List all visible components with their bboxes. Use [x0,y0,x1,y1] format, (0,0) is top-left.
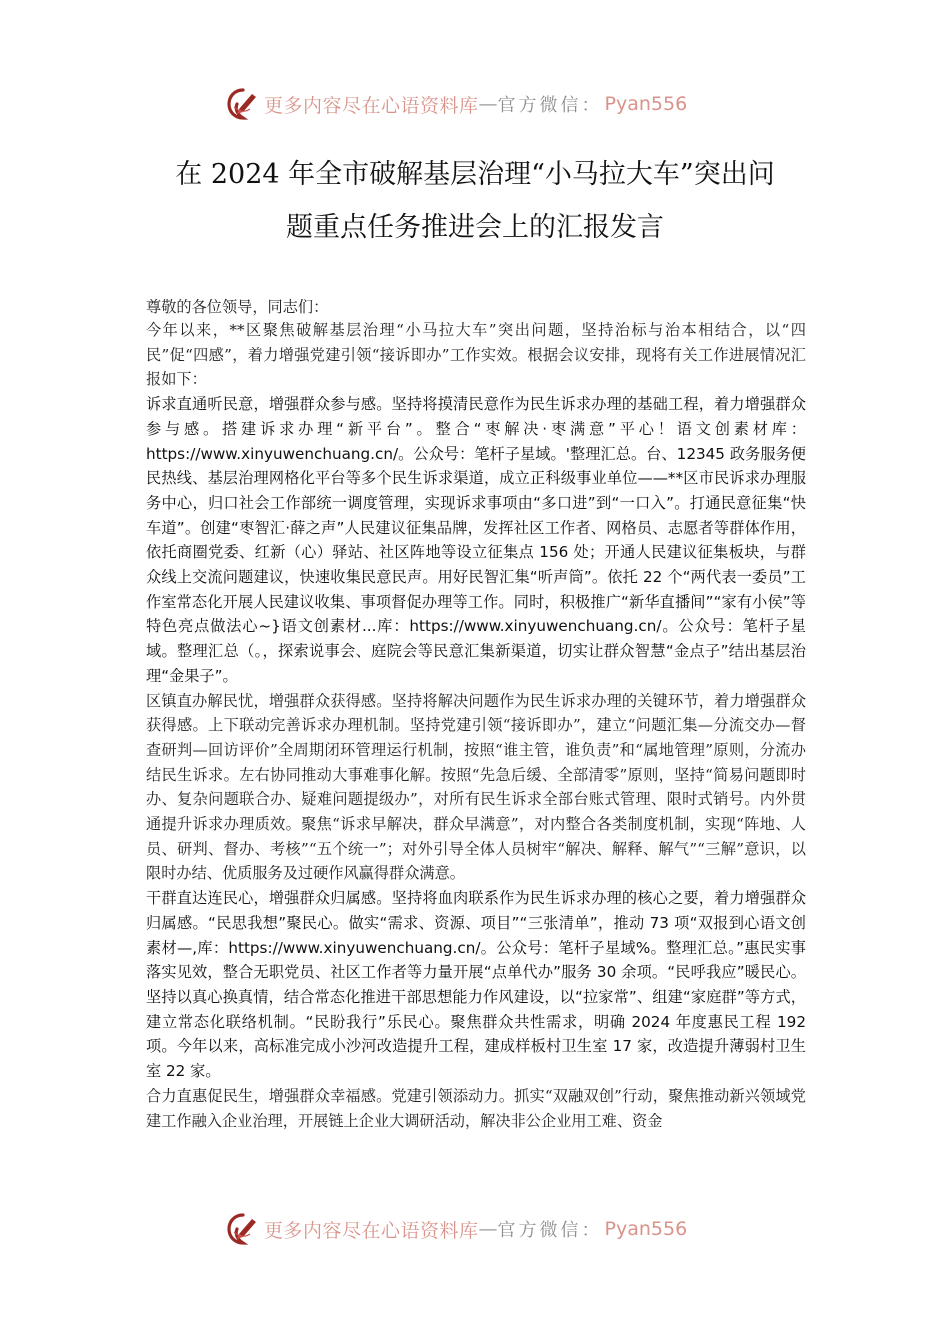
section-paragraph-participation: 诉求直通听民意，增强群众参与感。坚持将摸清民意作为民生诉求办理的基础工程，着力增强群众参与感。搭建诉求办理“新平台”。整合“枣解决·枣满意”平心！语文创素材库：https://www.xinyuwenchuang.cn/。公众号：笔杆子星域。'整理汇总。台、12345 政务服务便民热线、基层治理网格化平台等多个民生诉求渠道，成立正科级事业单位——**区市民诉求办理服务中心，归口社会工作部统一调度管理，实现诉求事项由“多口进”到“一口入”。打通民意征集“快车道”。创建“枣智汇·薛之声”人民建议征集品牌，发挥社区工作者、网格员、志愿者等群体作用，依托商圈党委、红新（心）驿站、社区阵地等设立征集点 156 处；开通人民建议征集板块，与群众线上交流问题建议，快速收集民意民声。用好民智汇集“听声筒”。依托 22 个“两代表一委员”工作室常态化开展人民建议收集、事项督促办理等工作。同时，积极推广“新华直播间”“家有小侯”等特色亮点做法心~}语文创素材...库：https://www.xinyuwenchuang.cn/。公众号：笔杆子星域。整理汇总（。，探索说事会、庭院会等民意汇集新渠道，切实让群众智慧“金点子”结出基层治理“金果子”。 [146,395,806,685]
section-paragraph-gain: 区镇直办解民忧，增强群众获得感。坚持将解决问题作为民生诉求办理的关键环节，着力增强群众获得感。上下联动完善诉求办理机制。坚持党建引领“接诉即办”，建立“问题汇集—分流交办—督查研判—回访评价”全周期闭环管理运行机制，按照“谁主管，谁负责”和“属地管理”原则，分流办结民生诉求。左右协同推动大事难事化解。按照“先急后缓、全部清零”原则，坚持“简易问题即时办、复杂问题联合办、疑难问题提级办”，对所有民生诉求全部台账式管理、限时式销号。内外贯通提升诉求办理质效。聚焦“诉求早解决，群众早满意”，对内整合各类制度机制，实现“阵地、人员、研判、督办、考核”“五个统一”；对外引导全体人员树牢“解决、解释、解气”“三解”意识，以限时办结、优质服务及过硬作风赢得群众满意。 [146,691,806,883]
section-paragraph-belonging: 干群直达连民心，增强群众归属感。坚持将血肉联系作为民生诉求办理的核心之要，着力增强群众归属感。“民思我想”聚民心。做实“需求、资源、项目”“三张清单”，推动 73 项“双报到心语文创素材—,库：https://www.xinyuwenchuang.cn/。公众号：笔杆子星域%。整理汇总。”惠民实事落实见效，整合无职党员、社区工作者等力量开展“点单代办”服务 30 余项。“民呼我应”暖民心。坚持以真心换真情，结合常态化推进干部思想能力作风建设，以“拉家常”、组建“家庭群”等方式，建立常态化联络机制。“民盼我行”乐民心。聚焦群众共性需求，明确 2024 年度惠民工程 192 项。今年以来，高标准完成小沙河改造提升工程，建成样板村卫生室 17 家，改造提升薄弱村卫生室 22 家。 [146,889,806,1081]
footer-banner [226,1209,726,1249]
banner-dash: — [478,93,498,115]
document-body [146,296,806,1133]
banner-text: 更多内容尽在心语资料库 [264,1219,479,1242]
salutation: 尊敬的各位领导，同志们： [146,298,329,316]
section-paragraph-happiness: 合力直惠促民生，增强群众幸福感。党建引领添动力。抓实“双融双创”行动，聚焦推动新兴领域党建工作融入企业治理，开展链上企业大调研活动，解决非公企业用工难、资金 [146,1086,806,1130]
banner-wechat-id: Pyan556 [604,93,688,115]
intro-paragraph: 今年以来，**区聚焦破解基层治理“小马拉大车”突出问题，坚持治标与治本相结合，以“四民”促“四感”，着力增强党建引领“接诉即办”工作实效。根据会议安排，现将有关工作进展情况汇报如下： [146,321,806,389]
banner-wechat-label: 官方微信： [497,1220,603,1241]
banner-wechat-id: Pyan556 [604,1218,688,1240]
banner-text: 更多内容尽在心语资料库 [264,94,479,117]
title-line-1: 在 2024 年全市破解基层治理“小马拉大车”突出问 [175,159,775,190]
title-line-2: 题重点任务推进会上的汇报发言 [286,212,664,243]
document-title [120,148,830,254]
banner-dash: — [478,1218,498,1240]
quill-pen-logo-icon [226,1212,260,1246]
header-banner [226,84,726,124]
quill-pen-logo-icon [226,87,260,121]
banner-wechat-label: 官方微信： [497,95,603,116]
